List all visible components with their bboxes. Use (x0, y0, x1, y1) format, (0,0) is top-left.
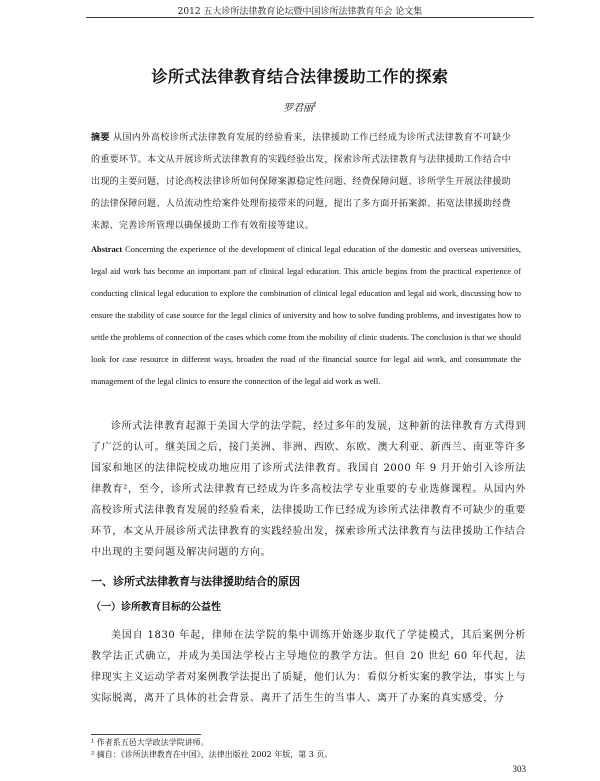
footnote-2: ² 摘自：《诊所法律教育在中国》，法律出版社 2002 年版，第 3 页。 (91, 750, 333, 759)
intro-paragraph: 诊所式法律教育起源于美国大学的法学院，经过多年的发展，这种新的法律教育方式得到了广泛的认可。继美国之后，接门美洲、非洲、西欧、东欧、澳大利亚、新西兰、南亚等许多国家和地区的法律院校成功地应用了诊所式法律教育。我国自 2000 年 9 月开始引入诊所法律教育²，至今，诊所式法律教育已经成为许多高校法学专业重要的专业选修课程。从国内外高校诊所式法律教育发展的经验看来，法律援助工作已经成为诊所式法律教育不可缺少的重要环节，本文从开展诊所式法律教育的实践经验出发，探索诊所式法律教育与法律援助工作结合中出现的主要问题及解决问题的方向。 (91, 421, 526, 558)
subsection-heading: （一）诊所教育目标的公益性 (91, 602, 221, 613)
author-line (0, 99, 600, 114)
abstract-en-text: Concerning the experience of the development of clinical legal education of the domestic and overseas universities, legal aid work has become an important part of clinical legal education. This article begins from the practical experience of conducting clinical legal education to explore the combination of clinical legal education and legal aid work, discussing how to ensure the stability of case source for the legal clinics of university and how to solve funding problems, and investigates how to settle the problems of connection of the cases which come from the mobility of clinic students. The conclusion is that we should look for case resource in different ways, broaden the road of the financial source for legal aid work, and consummate the management of the legal clinics to ensure the connection of the legal aid work as well. (91, 245, 521, 386)
running-head: 2012 五大诊所法律教育论坛暨中国诊所法律教育年会 论文集 (177, 7, 423, 17)
abstract-english (91, 239, 521, 393)
abstract-en-label: Abstract (91, 245, 123, 254)
footnote-rule (91, 734, 201, 735)
abstract-chinese (91, 127, 511, 237)
footnotes (91, 737, 521, 761)
abstract-cn-text: 从国内外高校诊所式法律教育发展的经验看来，法律援助工作已经成为诊所式法律教育不可缺少的重要环节。本文从开展诊所式法律教育的实践经验出发，探索诊所式法律教育与法律援助工作结合中出现的主要问题，讨论高校法律诊所如何保障案源稳定性问题、经费保障问题、诊所学生开展法律援助的法律保障问题、人员流动性给案件处理衔接带来的问题，提出了多方面开拓案源、拓宽法律援助经费来源、完善诊所管理以确保援助工作有效衔接等建议。 (91, 133, 511, 231)
author-footnote-mark: 1 (313, 101, 317, 109)
author-name: 罗君丽 (283, 103, 314, 114)
paper-title: 诊所式法律教育结合法律援助工作的探索 (151, 67, 449, 86)
abstract-cn-label: 摘要 (91, 133, 110, 143)
header-rule (86, 17, 534, 18)
section-paragraph: 美国自 1830 年起，律师在法学院的集中训练开始逐步取代了学徒模式，其后案例分析教学法正式确立，并成为美国法学校占主导地位的教学方法。但自 20 世纪 60 年代起，法律现实主义运动学者对案例教学法提出了质疑，他们认为：看似分析实案的教学法，事实上与实际脱离，离开了具体的社会背景、离开了活生生的当事人、离开了办案的真实感受，分 (91, 630, 526, 704)
section-heading: 一、诊所式法律教育与法律援助结合的原因 (91, 575, 300, 588)
footnote-1: ¹ 作者系五邑大学政法学院讲师。 (91, 738, 209, 747)
page-number: 303 (512, 764, 526, 774)
